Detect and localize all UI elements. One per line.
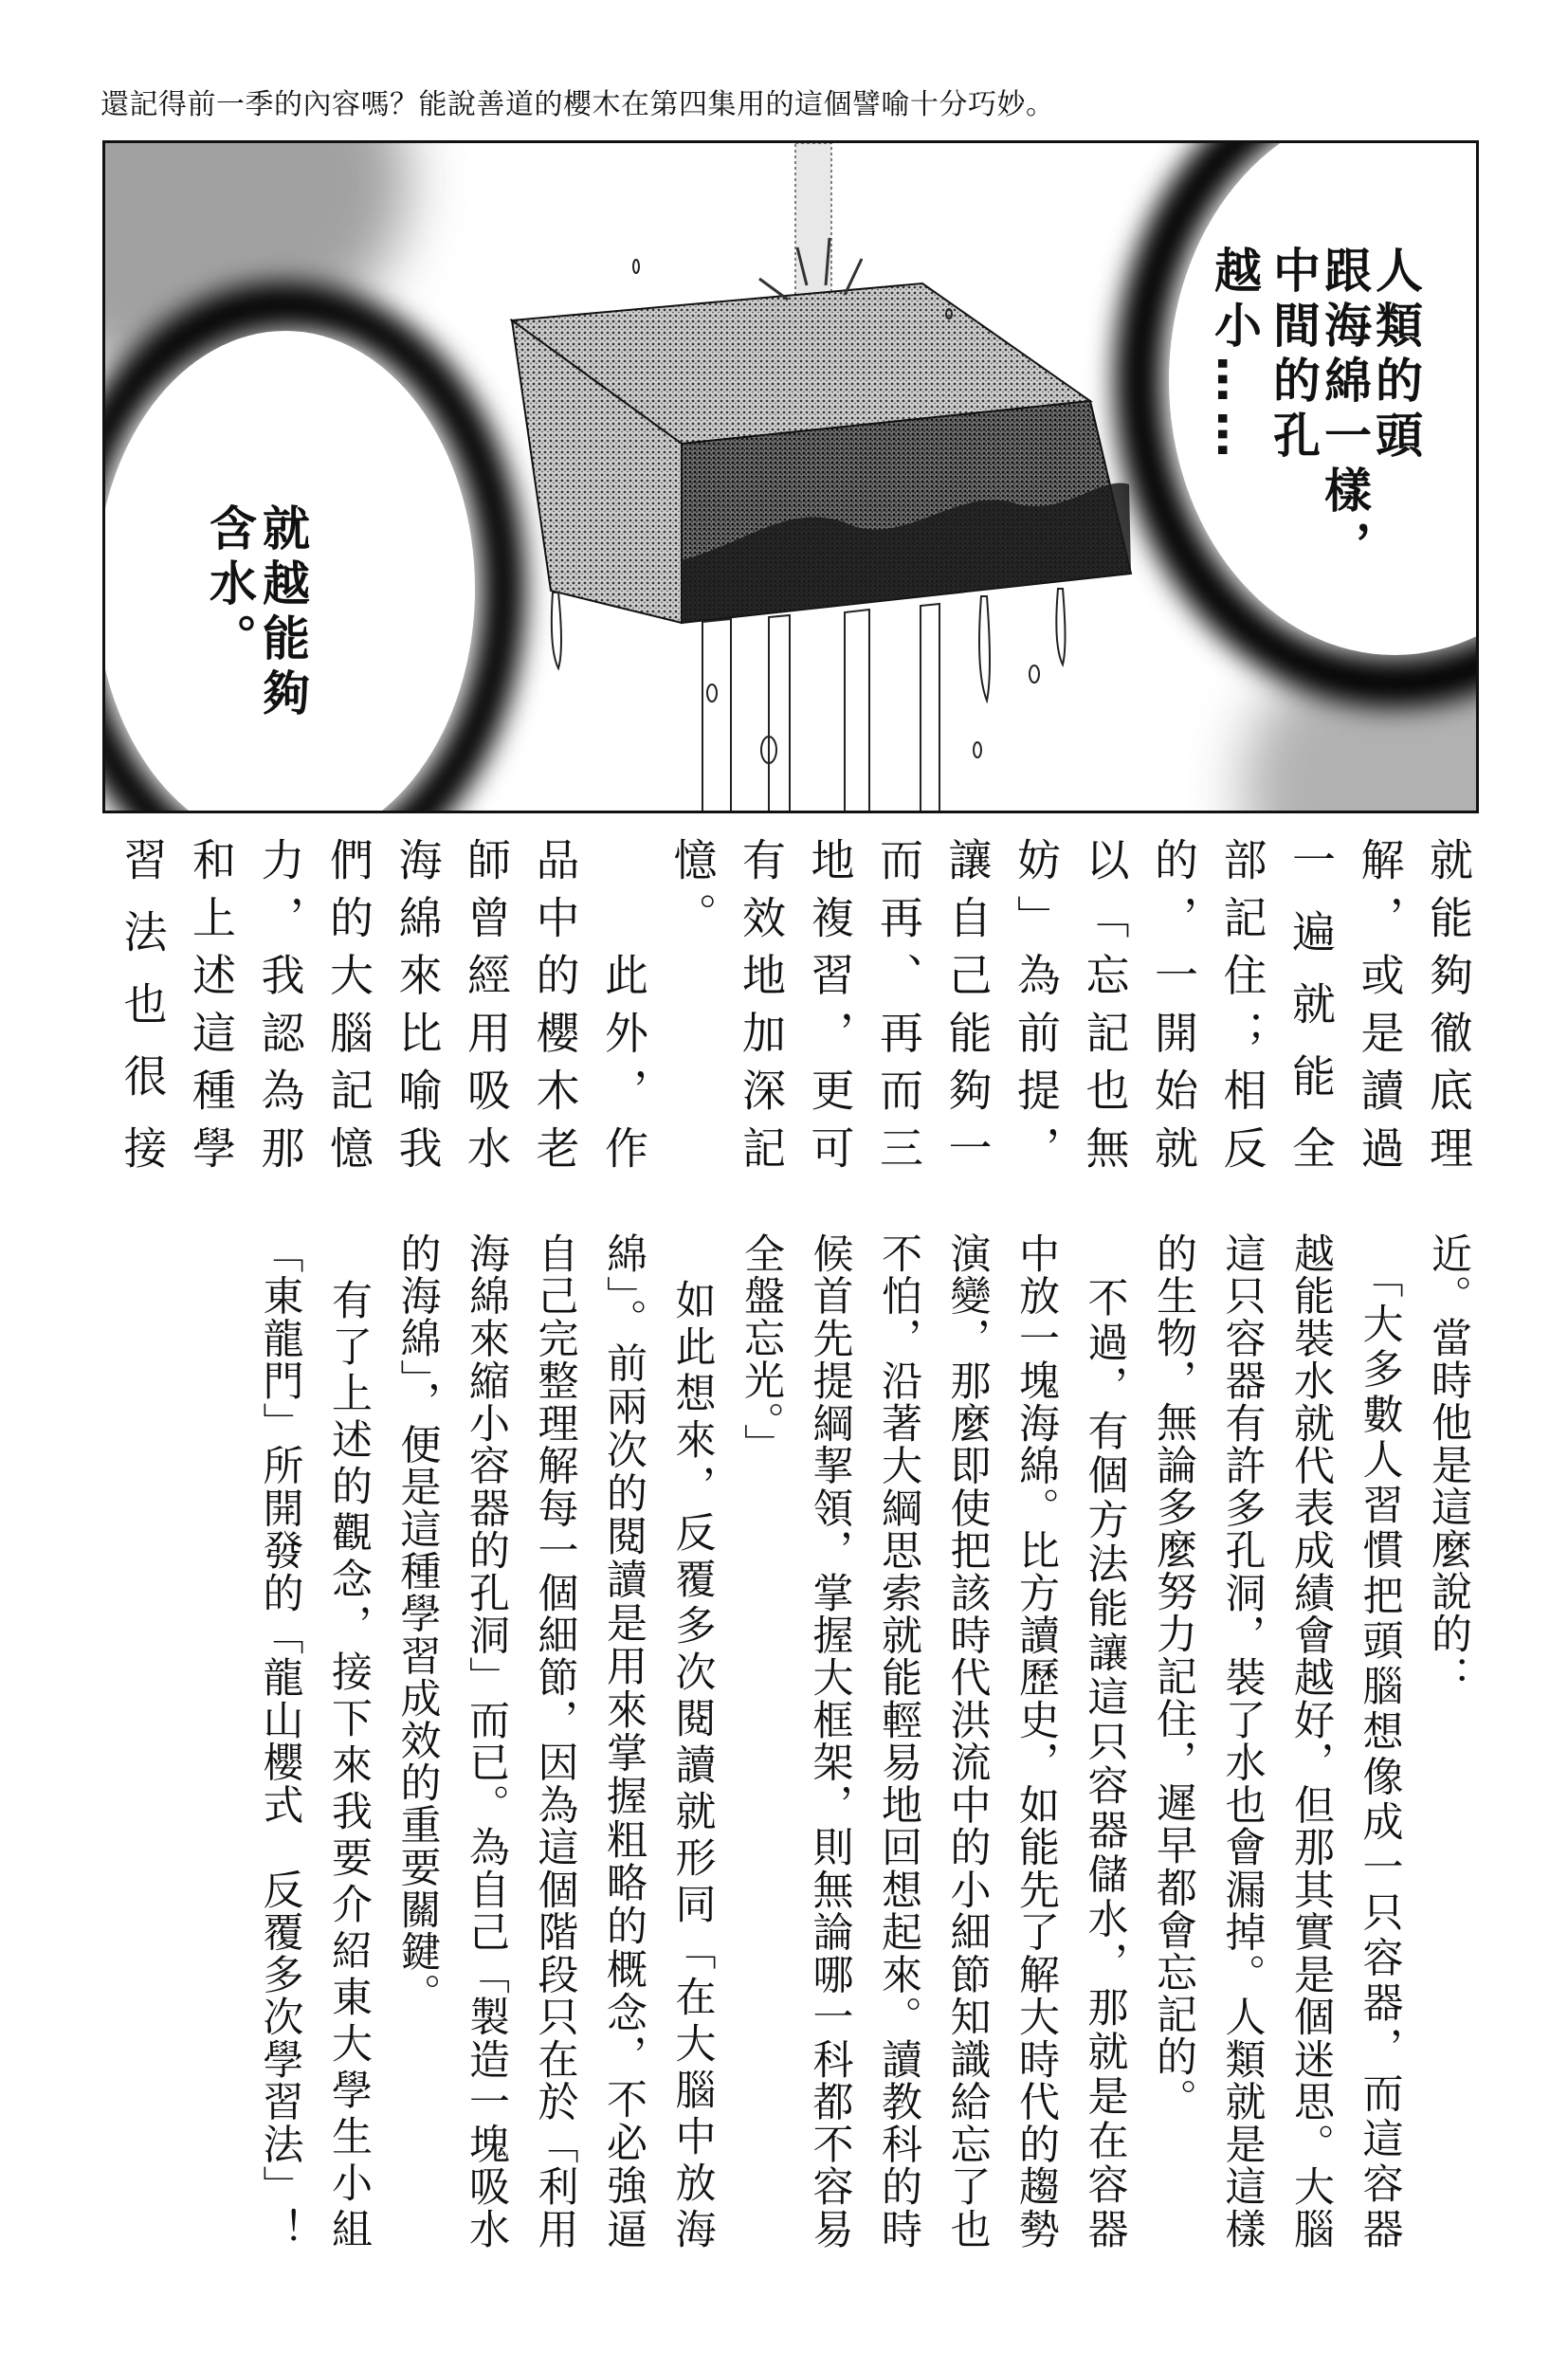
text-column: 妨」為前提， bbox=[1011, 837, 1062, 1169]
text-column: 讓自己能夠一 bbox=[941, 837, 994, 1169]
text-column: 如此想來，反覆多次閱讀就形同「在大腦中放海 bbox=[668, 1232, 717, 2249]
text-column: 解，或是讀過 bbox=[1354, 837, 1406, 1169]
text-column: 部記住；相反 bbox=[1216, 837, 1268, 1169]
text-column: 而再、再而三 bbox=[873, 837, 924, 1169]
text-column: 的，一開始就 bbox=[1148, 837, 1199, 1169]
text-column: 習法也很接 bbox=[117, 837, 169, 1169]
body-text-lower bbox=[246, 1232, 1483, 2249]
text-column: 演變，那麼即使把該時代洪流中的小細節知識給忘了也 bbox=[943, 1232, 992, 2249]
text-column: 海綿來比喻我 bbox=[392, 837, 444, 1169]
text-column: 品中的櫻木老 bbox=[529, 837, 581, 1169]
text-column: 有效地加深記 bbox=[736, 837, 787, 1169]
text-column: 一遍就能全 bbox=[1285, 837, 1337, 1169]
text-column: 全盤忘光。」 bbox=[738, 1232, 785, 1467]
text-column: 此外，作 bbox=[598, 837, 649, 1169]
text-column: 和上述這種學 bbox=[186, 837, 237, 1169]
text-column: 的海綿」，便是這種學習成效的重要關鍵。 bbox=[393, 1232, 442, 2015]
page-caption: 還記得前一季的內容嗎？能說善道的櫻木在第四集用的這個譬喻十分巧妙。 bbox=[100, 88, 1055, 121]
text-column: 海綿來縮小容器的孔洞」而已。為自己「製造一塊吸水 bbox=[463, 1232, 510, 2249]
text-column: 這只容器有許多孔洞，裝了水也會漏掉。人類就是這樣 bbox=[1218, 1232, 1267, 2249]
text-column: 綿」。前兩次的閱讀是用來掌握粗略的概念，不必強逼 bbox=[600, 1232, 647, 2249]
text-column: 「東龍門」所開發的「龍山櫻式 反覆多次學習法」！ bbox=[256, 1232, 304, 2249]
text-column: 就能夠徹底理 bbox=[1423, 837, 1474, 1169]
water-stream bbox=[795, 143, 831, 314]
text-column: 的生物，無論多麼努力記住，遲早都會忘記的。 bbox=[1150, 1232, 1197, 2121]
text-column: 以「忘記也無 bbox=[1079, 837, 1131, 1169]
manga-panel bbox=[102, 140, 1479, 813]
text-column: 越能裝水就代表成績會越好，但那其實是個迷思。大腦 bbox=[1287, 1232, 1335, 2249]
speech-right-line-2: 跟海綿一樣， bbox=[1317, 246, 1372, 575]
text-column: 近。當時他是這麼說的： bbox=[1425, 1232, 1472, 1698]
speech-right-line-4: 越小…… bbox=[1207, 246, 1262, 465]
sponge-illustration bbox=[105, 143, 1479, 813]
speech-left-line-1: 就越能夠 bbox=[255, 503, 310, 723]
text-column: 不過，有個方法能讓這只容器儲水，那就是在容器 bbox=[1081, 1232, 1129, 2249]
text-column: 候首先提綱挈領，掌握大框架，則無論哪一科都不容易 bbox=[806, 1232, 854, 2249]
text-column: 自己完整理解每一個細節，因為這個階段只在於「利用 bbox=[531, 1232, 579, 2249]
speech-left-line-2: 含水。 bbox=[202, 503, 257, 668]
text-column: 「大多數人習慣把頭腦想像成一只容器，而這容器 bbox=[1356, 1232, 1404, 2249]
text-column: 有了上述的觀念，接下來我要介紹東大學生小組 bbox=[325, 1232, 373, 2249]
text-column: 力，我認為那 bbox=[254, 837, 306, 1169]
text-column: 師曾經用吸水 bbox=[461, 837, 512, 1169]
speech-right-line-3: 中間的孔 bbox=[1266, 246, 1321, 465]
speech-right-line-1: 人類的頭 bbox=[1368, 246, 1423, 465]
body-text-upper bbox=[108, 837, 1483, 1169]
text-column: 不怕，沿著大綱思索就能輕易地回想起來。讀教科的時 bbox=[875, 1232, 922, 2249]
text-column: 中放一塊海綿。比方讀歷史，如能先了解大時代的趨勢 bbox=[1012, 1232, 1060, 2249]
text-column: 們的大腦記憶 bbox=[323, 837, 374, 1169]
text-column: 憶。 bbox=[666, 837, 719, 947]
water-drips bbox=[552, 589, 1066, 813]
text-column: 地複習，更可 bbox=[804, 837, 856, 1169]
